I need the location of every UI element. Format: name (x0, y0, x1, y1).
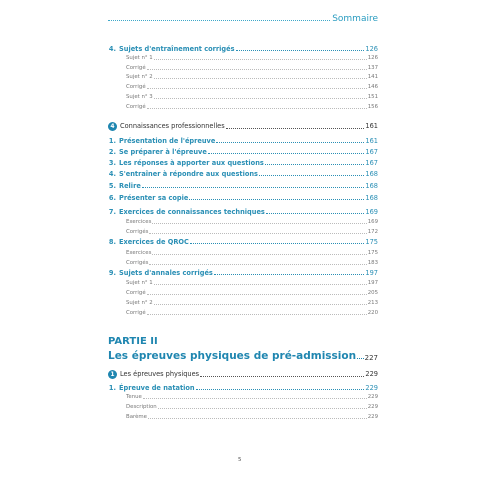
toc-entry-sub[interactable] (108, 84, 378, 91)
toc-leader (196, 389, 365, 390)
toc-entry-label: Corrigés (126, 229, 149, 235)
toc-entry-label: Barème (126, 414, 147, 420)
toc-entry-label: Les réponses à apporter aux questions (119, 159, 264, 167)
partie-title: Les épreuves physiques de pré-admission (108, 350, 357, 362)
toc-entry-label: Corrigé (126, 310, 146, 316)
toc-leader (200, 376, 364, 377)
toc-entry-sub[interactable] (108, 55, 378, 62)
toc-entry-number: 1. (108, 384, 116, 392)
toc-entry-sub[interactable] (108, 300, 378, 307)
toc-leader (189, 199, 364, 200)
partie-label: PARTIE II (108, 336, 158, 347)
toc-entry-label: Corrigé (126, 104, 146, 110)
partie-page: 227 (364, 354, 378, 362)
toc-entry-page: 169 (365, 208, 378, 216)
toc-entry-number: 5. (108, 182, 116, 190)
toc-entry-page: 229 (367, 404, 378, 410)
toc-entry-number: 6. (108, 194, 116, 202)
toc-entry-page: 161 (365, 137, 378, 145)
toc-entry-label: Exercices (126, 219, 152, 225)
toc-leader (152, 223, 366, 224)
toc-leader (154, 78, 367, 79)
toc-entry-label: Sujet n° 2 (126, 300, 153, 306)
toc-entry-sub[interactable] (108, 250, 378, 257)
partie-leader (357, 358, 364, 359)
toc-leader (154, 98, 367, 99)
toc-entry-label: Connaissances professionnelles (120, 122, 225, 130)
toc-entry-item[interactable] (108, 170, 378, 178)
toc-entry-label: Corrigé (126, 84, 146, 90)
toc-leader (154, 304, 367, 305)
toc-entry-page: 137 (367, 65, 378, 71)
toc-entry-page: 167 (365, 148, 378, 156)
toc-entry-sub[interactable] (108, 229, 378, 236)
toc-entry-page: 175 (365, 238, 378, 246)
toc-leader (158, 408, 367, 409)
toc-leader (142, 187, 365, 188)
toc-entry-label: Exercices (126, 250, 152, 256)
toc-entry-page: 151 (367, 94, 378, 100)
toc-entry-number: 4. (108, 45, 116, 53)
toc-entry-page: 169 (367, 219, 378, 225)
toc-entry-page: 146 (367, 84, 378, 90)
toc-leader (214, 274, 365, 275)
toc-leader (147, 294, 367, 295)
toc-leader (154, 284, 367, 285)
page-header (108, 10, 378, 24)
toc-entry-number: 7. (108, 208, 116, 216)
toc-entry-page: 229 (365, 384, 378, 392)
toc-entry-item[interactable] (108, 194, 378, 202)
toc-entry-number: 3. (108, 159, 116, 167)
toc-leader (226, 128, 365, 129)
toc-entry-number: 2. (108, 148, 116, 156)
toc-entry-section[interactable] (108, 122, 378, 131)
toc-leader (259, 175, 364, 176)
toc-entry-number: 9. (108, 269, 116, 277)
header-leader (108, 20, 330, 21)
toc-entry-label: Sujets d'annales corrigés (119, 269, 213, 277)
toc-entry-label: Présentation de l'épreuve (119, 137, 216, 145)
toc-leader (265, 164, 365, 165)
toc-entry-item[interactable] (108, 148, 378, 156)
toc-entry-label: Épreuve de natation (119, 384, 195, 392)
toc-entry-label: Se préparer à l'épreuve (119, 148, 207, 156)
toc-leader (152, 254, 366, 255)
toc-entry-sub[interactable] (108, 94, 378, 101)
toc-entry-sub[interactable] (108, 290, 378, 297)
toc-entry-number: 8. (108, 238, 116, 246)
toc-entry-label: Sujet n° 3 (126, 94, 153, 100)
toc-entry-item[interactable] (108, 137, 378, 145)
toc-entry-sub[interactable] (108, 310, 378, 317)
toc-leader (147, 69, 367, 70)
toc-entry-item[interactable] (108, 208, 378, 216)
toc-entry-number: 1. (108, 137, 116, 145)
section-number-badge: 1 (108, 370, 117, 379)
toc-entry-sub[interactable] (108, 104, 378, 111)
toc-entry-page: 197 (367, 280, 378, 286)
toc-entry-label: Relire (119, 182, 141, 190)
toc-entry-label: Sujets d'entraînement corrigés (119, 45, 235, 53)
toc-entry-label: Exercices de QROC (119, 238, 189, 246)
toc-entry-page: 161 (365, 122, 378, 130)
toc-entry-page: 229 (367, 394, 378, 400)
toc-leader (143, 398, 367, 399)
toc-entry-item[interactable] (108, 182, 378, 190)
toc-leader (208, 153, 365, 154)
toc-entry-label: Description (126, 404, 157, 410)
toc-entry-page: 197 (365, 269, 378, 277)
toc-entry-sub[interactable] (108, 414, 378, 421)
toc-entry-label: Exercices de connaissances techniques (119, 208, 265, 216)
toc-leader (147, 108, 367, 109)
toc-entry-sub[interactable] (108, 404, 378, 411)
toc-entry-sub[interactable] (108, 65, 378, 72)
toc-entry-page: 126 (365, 45, 378, 53)
toc-entry-item[interactable] (108, 159, 378, 167)
toc-entry-sub[interactable] (108, 219, 378, 226)
toc-entry-page: 220 (367, 310, 378, 316)
toc-leader (154, 59, 367, 60)
toc-leader (216, 142, 364, 143)
toc-entry-label: Corrigés (126, 260, 149, 266)
toc-entry-label: Sujet n° 1 (126, 280, 153, 286)
toc-entry-label: Corrigé (126, 290, 146, 296)
toc-entry-page: 213 (367, 300, 378, 306)
toc-entry-label: Les épreuves physiques (120, 370, 200, 378)
toc-entry-page: 205 (367, 290, 378, 296)
toc-leader (147, 88, 367, 89)
toc-leader (149, 264, 366, 265)
toc-entry-label: Présenter sa copie (119, 194, 189, 202)
toc-leader (190, 243, 365, 244)
toc-entry-label: Corrigé (126, 65, 146, 71)
header-title: Sommaire (332, 14, 378, 24)
toc-entry-page: 141 (367, 74, 378, 80)
toc-entry-sub[interactable] (108, 280, 378, 287)
toc-entry-item[interactable] (108, 238, 378, 246)
toc-leader (147, 314, 367, 315)
toc-leader (149, 233, 366, 234)
toc-entry-page: 168 (365, 182, 378, 190)
toc-entry-sub[interactable] (108, 260, 378, 267)
toc-leader (236, 50, 365, 51)
toc-entry-item[interactable] (108, 269, 378, 277)
toc-leader (266, 213, 365, 214)
toc-entry-section[interactable] (108, 370, 378, 379)
toc-entry-page: 229 (365, 370, 378, 378)
toc-entry-page: 168 (365, 170, 378, 178)
toc-entry-page: 175 (367, 250, 378, 256)
toc-entry-sub[interactable] (108, 394, 378, 401)
toc-entry-sub[interactable] (108, 74, 378, 81)
toc-entry-page: 168 (365, 194, 378, 202)
page-number: 5 (238, 457, 242, 463)
toc-entry-item[interactable] (108, 45, 378, 53)
partie-title-row[interactable] (108, 350, 378, 362)
toc-entry-label: Sujet n° 1 (126, 55, 153, 61)
toc-entry-label: Sujet n° 2 (126, 74, 153, 80)
toc-entry-page: 167 (365, 159, 378, 167)
toc-entry-number: 4. (108, 170, 116, 178)
toc-entry-page: 183 (367, 260, 378, 266)
toc-entry-page: 172 (367, 229, 378, 235)
toc-entry-label: S'entraîner à répondre aux questions (119, 170, 258, 178)
toc-leader (148, 418, 367, 419)
toc-entry-item[interactable] (108, 384, 378, 392)
toc-entry-page: 126 (367, 55, 378, 61)
toc-entry-page: 156 (367, 104, 378, 110)
section-number-badge: 4 (108, 122, 117, 131)
toc-entry-label: Tenue (126, 394, 142, 400)
toc-entry-page: 229 (367, 414, 378, 420)
